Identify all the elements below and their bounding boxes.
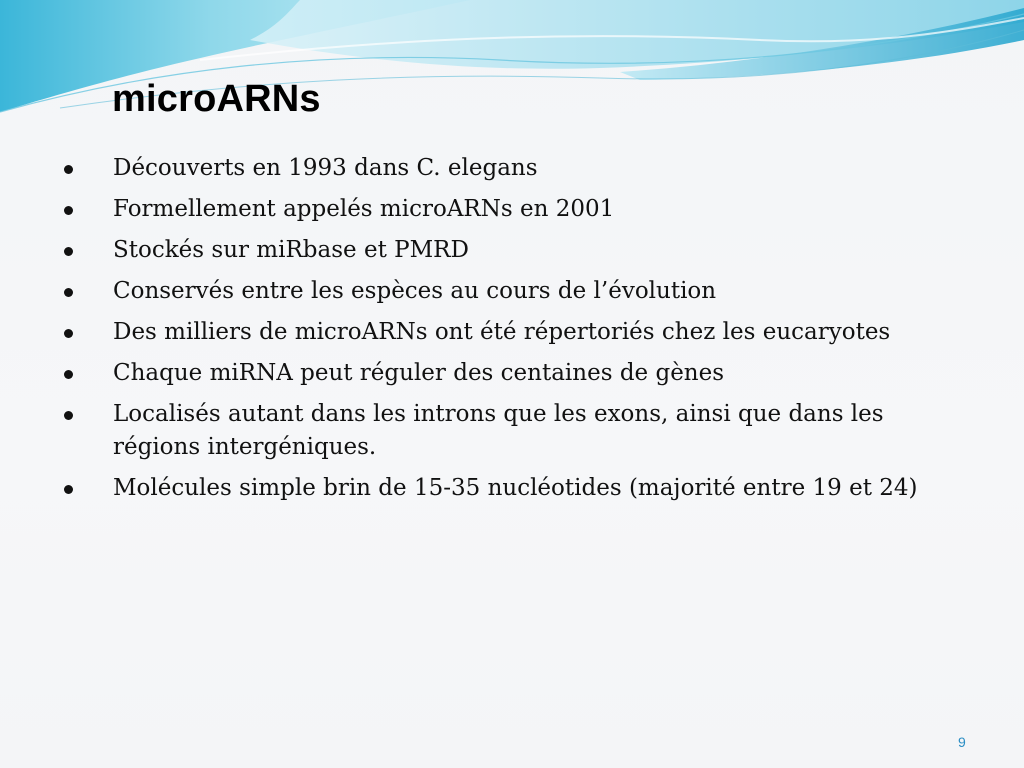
- bullet-text: Localisés autant dans les introns que les exons, ainsi que dans les régions intergéniques.: [113, 401, 884, 460]
- bullet-dot-icon: [64, 288, 73, 297]
- list-item: [62, 316, 962, 349]
- bullet-text: Stockés sur miRbase et PMRD: [113, 237, 469, 263]
- list-item: [62, 398, 962, 464]
- list-item: [62, 234, 962, 267]
- bullet-text: Formellement appelés microARNs en 2001: [113, 196, 615, 222]
- bullet-dot-icon: [64, 206, 73, 215]
- bullet-text: Des milliers de microARNs ont été répertoriés chez les eucaryotes: [113, 319, 891, 345]
- bullet-text: Découverts en 1993 dans C. elegans: [113, 155, 538, 181]
- list-item: [62, 275, 962, 308]
- bullet-dot-icon: [64, 485, 73, 494]
- list-item: [62, 472, 962, 505]
- bullet-dot-icon: [64, 329, 73, 338]
- bullet-list: [62, 152, 962, 513]
- bullet-dot-icon: [64, 370, 73, 379]
- page-number: 9: [958, 734, 966, 750]
- bullet-text: Chaque miRNA peut réguler des centaines de gènes: [113, 360, 725, 386]
- slide-title: microARNs: [112, 78, 321, 120]
- list-item: [62, 152, 962, 185]
- bullet-text: Molécules simple brin de 15-35 nucléotides (majorité entre 19 et 24): [113, 475, 918, 501]
- bullet-dot-icon: [64, 411, 73, 420]
- list-item: [62, 193, 962, 226]
- bullet-dot-icon: [64, 165, 73, 174]
- bullet-text: Conservés entre les espèces au cours de l’évolution: [113, 278, 717, 304]
- list-item: [62, 357, 962, 390]
- bullet-dot-icon: [64, 247, 73, 256]
